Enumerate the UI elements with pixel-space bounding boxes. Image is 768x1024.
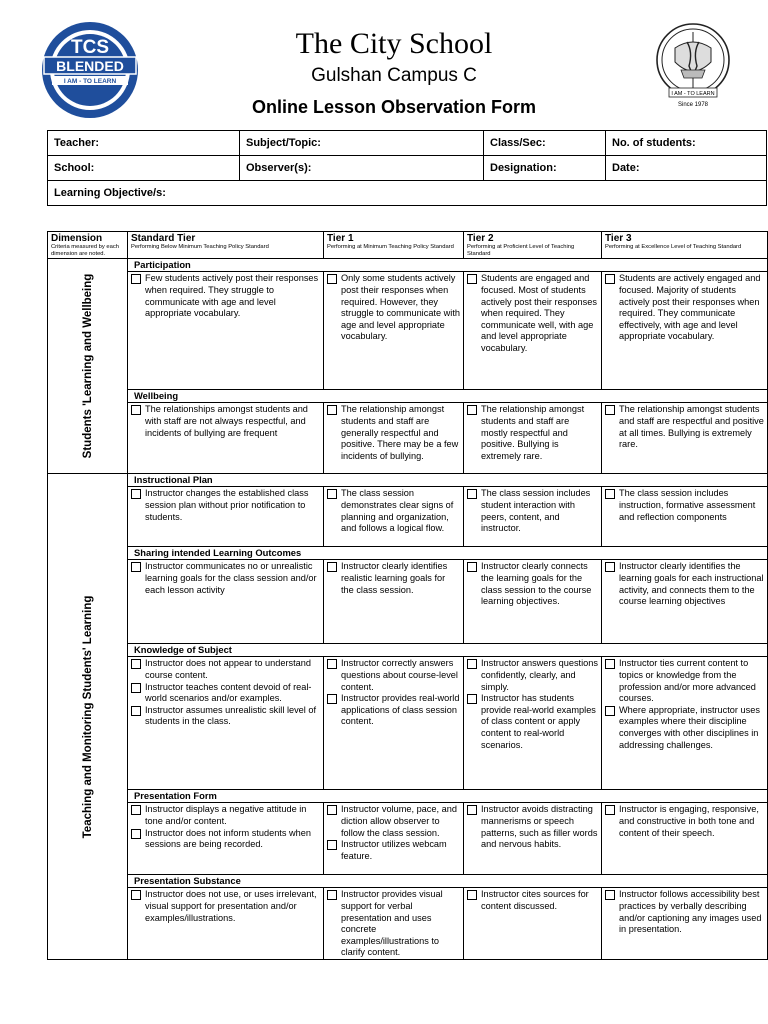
rubric-table: [47, 231, 768, 960]
criteria-cell: [602, 803, 768, 875]
section-row: [48, 390, 768, 403]
criteria-text: Students are engaged and focused. Most of students actively post their responses when required. They communicate well, with age and level appropriate vocabulary.: [481, 273, 597, 353]
svg-text:I AM - TO LEARN: I AM - TO LEARN: [671, 91, 715, 97]
col-tier1: Tier 1 Performing at Minimum Teaching Policy Standard: [324, 232, 464, 259]
checkbox[interactable]: [327, 840, 337, 850]
criteria-cell: [324, 657, 464, 790]
info-table: [47, 130, 767, 206]
criteria-item: [327, 273, 460, 343]
criteria-cell: [602, 487, 768, 547]
criteria-item: [467, 693, 598, 751]
criteria-item: [131, 488, 320, 523]
criteria-text: Instructor clearly identifies the learning goals for each instructional activity, and connects them to the course learning objectives: [619, 561, 764, 607]
criteria-cell: [464, 487, 602, 547]
checkbox[interactable]: [131, 489, 141, 499]
criteria-text: Instructor volume, pace, and diction allow observer to follow the class session.: [341, 804, 457, 838]
checkbox[interactable]: [467, 405, 477, 415]
criteria-row: [48, 272, 768, 390]
objective-field[interactable]: Learning Objective/s:: [48, 181, 767, 206]
criteria-text: Instructor communicates no or unrealistic learning goals for the class session and/or each lesson activity: [145, 561, 317, 595]
criteria-cell: [464, 803, 602, 875]
criteria-text: Instructor has students provide real-world examples of class content or apply content to real-world scenarios.: [481, 693, 596, 750]
checkbox[interactable]: [605, 805, 615, 815]
criteria-cell: [602, 657, 768, 790]
criteria-item: [131, 404, 320, 439]
section-row: [48, 547, 768, 560]
section-title: Presentation Form: [128, 790, 768, 803]
criteria-text: Instructor changes the established class session plan without prior notification to students.: [145, 488, 309, 522]
criteria-text: Instructor does not appear to understand course content.: [145, 658, 311, 680]
criteria-item: [131, 273, 320, 319]
criteria-item: [605, 561, 764, 607]
criteria-item: [131, 682, 320, 705]
criteria-cell: [464, 403, 602, 474]
criteria-cell: [324, 560, 464, 644]
criteria-row: [48, 560, 768, 644]
checkbox[interactable]: [327, 694, 337, 704]
criteria-text: Instructor avoids distracting mannerisms or speech patterns, such as filler words and nervous habits.: [481, 804, 598, 850]
criteria-text: Instructor clearly connects the learning goals for the class session to the course learning objectives.: [481, 561, 592, 607]
checkbox[interactable]: [327, 489, 337, 499]
col-tier3: Tier 3 Performing at Excellence Level of Teaching Standard: [602, 232, 768, 259]
dimension-2: Teaching and Monitoring Students' Learning: [48, 474, 128, 960]
criteria-item: [327, 561, 460, 596]
criteria-text: Instructor cites sources for content discussed.: [481, 889, 589, 911]
criteria-item: [605, 488, 764, 523]
checkbox[interactable]: [467, 694, 477, 704]
criteria-text: The class session demonstrates clear signs of planning and organization, and follows a logical flow.: [341, 488, 454, 534]
criteria-item: [605, 658, 764, 704]
criteria-item: [327, 404, 460, 462]
criteria-item: [605, 889, 764, 935]
col-dimension: Dimension Criteria measured by each dimension are noted.: [48, 232, 128, 259]
criteria-item: [467, 804, 598, 850]
checkbox[interactable]: [467, 489, 477, 499]
criteria-item: [327, 658, 460, 693]
criteria-text: Where appropriate, instructor uses examples where their discipline converges with other disciplines in addressing challenges.: [619, 704, 760, 750]
dimension-1: Students 'Learning and Wellbeing: [48, 259, 128, 474]
criteria-text: Instructor clearly identifies realistic learning goals for the class session.: [341, 561, 448, 595]
criteria-text: Instructor does not inform students when sessions are being recorded.: [145, 827, 311, 850]
rubric-header-row: [48, 232, 768, 259]
criteria-cell: [128, 403, 324, 474]
criteria-item: [327, 488, 460, 534]
criteria-text: Few students actively post their responses when required. They struggle to communicate with age and level appropriate vocabulary.: [145, 273, 319, 319]
criteria-row: [48, 657, 768, 790]
checkbox[interactable]: [131, 706, 141, 716]
criteria-text: Instructor teaches content devoid of real-world scenarios and/or examples.: [145, 681, 312, 704]
criteria-cell: [324, 272, 464, 390]
criteria-item: [605, 804, 764, 839]
checkbox[interactable]: [131, 274, 141, 284]
criteria-cell: [464, 560, 602, 644]
criteria-item: [467, 488, 598, 534]
criteria-item: [327, 804, 460, 839]
criteria-cell: [324, 487, 464, 547]
criteria-text: The relationship amongst students and staff are mostly respectful and positive. Bullying is extremely rare.: [481, 404, 585, 461]
svg-text:I AM - TO LEARN: I AM - TO LEARN: [63, 78, 117, 85]
criteria-text: Instructor is engaging, responsive, and constructive in both tone and content of their speech.: [619, 804, 759, 838]
criteria-item: [467, 889, 598, 912]
checkbox[interactable]: [467, 805, 477, 815]
section-title: Participation: [128, 259, 768, 272]
checkbox[interactable]: [467, 890, 477, 900]
school-name: The City School: [295, 27, 493, 60]
criteria-row: [48, 487, 768, 547]
school-field[interactable]: School:: [48, 156, 240, 181]
criteria-cell: [128, 487, 324, 547]
criteria-item: [131, 561, 320, 596]
criteria-text: The class session includes student interaction with peers, content, and instructor.: [481, 488, 591, 534]
checkbox[interactable]: [327, 659, 337, 669]
checkbox[interactable]: [327, 405, 337, 415]
checkbox[interactable]: [131, 805, 141, 815]
criteria-item: [327, 839, 460, 862]
section-row: [48, 474, 768, 487]
checkbox[interactable]: [605, 562, 615, 572]
criteria-cell: [128, 888, 324, 960]
criteria-cell: [602, 560, 768, 644]
criteria-cell: [464, 272, 602, 390]
criteria-item: [327, 889, 460, 959]
designation-field[interactable]: Designation:: [484, 156, 606, 181]
checkbox[interactable]: [605, 890, 615, 900]
criteria-cell: [464, 657, 602, 790]
criteria-text: The relationship amongst students and staff are respectful and positive at all times. Bullying is extremely rare.: [619, 404, 764, 450]
criteria-text: Only some students actively post their responses when required. However, they struggle to communicate with age and level appropriate vocabulary.: [341, 273, 460, 342]
section-row: [48, 259, 768, 272]
criteria-item: [131, 828, 320, 851]
criteria-text: Instructor assumes unrealistic skill level of students in the class.: [145, 704, 317, 727]
svg-text:BLENDED: BLENDED: [56, 58, 124, 74]
section-title: Sharing intended Learning Outcomes: [128, 547, 768, 560]
checkbox[interactable]: [131, 562, 141, 572]
criteria-cell: [464, 888, 602, 960]
criteria-item: [467, 561, 598, 607]
criteria-text: Instructor displays a negative attitude in tone and/or content.: [145, 804, 307, 826]
section-row: [48, 790, 768, 803]
criteria-item: [605, 404, 764, 450]
checkbox[interactable]: [467, 659, 477, 669]
criteria-item: [327, 693, 460, 728]
section-title: Presentation Substance: [128, 875, 768, 888]
checkbox[interactable]: [327, 274, 337, 284]
criteria-cell: [324, 803, 464, 875]
criteria-item: [605, 705, 764, 751]
criteria-text: Instructor does not use, or uses irrelevant, visual support for presentation and/or examples/illustrations.: [145, 889, 317, 923]
criteria-item: [131, 889, 320, 924]
checkbox[interactable]: [131, 890, 141, 900]
criteria-cell: [602, 888, 768, 960]
criteria-text: The class session includes instruction, formative assessment and reflection components: [619, 488, 756, 522]
criteria-row: [48, 888, 768, 960]
svg-text:Since 1978: Since 1978: [677, 102, 709, 108]
criteria-text: Instructor correctly answers questions about course-level content.: [341, 658, 458, 692]
criteria-row: [48, 403, 768, 474]
observer-field[interactable]: Observer(s):: [240, 156, 484, 181]
checkbox[interactable]: [131, 829, 141, 839]
criteria-cell: [602, 403, 768, 474]
criteria-item: [605, 273, 764, 343]
col-tier2: Tier 2 Performing at Proficient Level of Teaching Standard: [464, 232, 602, 259]
criteria-item: [131, 658, 320, 681]
criteria-cell: [128, 560, 324, 644]
checkbox[interactable]: [467, 562, 477, 572]
checkbox[interactable]: [131, 659, 141, 669]
checkbox[interactable]: [131, 405, 141, 415]
criteria-item: [131, 705, 320, 728]
section-row: [48, 875, 768, 888]
section-row: [48, 644, 768, 657]
criteria-cell: [128, 657, 324, 790]
checkbox[interactable]: [327, 890, 337, 900]
criteria-cell: [128, 272, 324, 390]
criteria-text: Instructor answers questions confidently, clearly, and simply.: [481, 658, 598, 692]
subject-field[interactable]: Subject/Topic:: [240, 131, 484, 156]
checkbox[interactable]: [467, 274, 477, 284]
checkbox[interactable]: [605, 274, 615, 284]
teacher-field[interactable]: Teacher:: [48, 131, 240, 156]
criteria-cell: [128, 803, 324, 875]
checkbox[interactable]: [327, 805, 337, 815]
criteria-text: Instructor follows accessibility best practices by verbally describing and/or captioning any images used in presentation.: [619, 889, 762, 935]
criteria-item: [467, 404, 598, 462]
svg-text:TCS: TCS: [71, 37, 109, 58]
section-title: Knowledge of Subject: [128, 644, 768, 657]
checkbox[interactable]: [131, 683, 141, 693]
form-title: Online Lesson Observation Form: [251, 97, 537, 117]
checkbox[interactable]: [605, 405, 615, 415]
criteria-text: The relationships amongst students and with staff are not always respectful, and incidents of bullying are frequent: [145, 404, 308, 438]
criteria-item: [131, 804, 320, 827]
criteria-text: Instructor provides visual support for verbal presentation and uses concrete examples/illustrations to clarify content.: [341, 889, 443, 958]
students-field[interactable]: No. of students:: [606, 131, 767, 156]
criteria-text: Instructor provides real-world applications of class session content.: [341, 693, 460, 727]
class-sec-field[interactable]: Class/Sec:: [484, 131, 606, 156]
section-title: Wellbeing: [128, 390, 768, 403]
date-field[interactable]: Date:: [606, 156, 767, 181]
criteria-cell: [324, 403, 464, 474]
criteria-text: The relationship amongst students and staff are generally respectful and positive. There may be a few incidents of bullying.: [341, 404, 459, 461]
criteria-item: [467, 273, 598, 354]
campus-name: Gulshan Campus C: [311, 65, 477, 86]
section-title: Instructional Plan: [128, 474, 768, 487]
col-standard: Standard Tier Performing Below Minimum Teaching Policy Standard: [128, 232, 324, 259]
checkbox[interactable]: [605, 659, 615, 669]
criteria-cell: [324, 888, 464, 960]
criteria-text: Students are actively engaged and focused. Majority of students actively post their responses when required. They communicate effectively, with age and level appropriate vocabulary.: [619, 273, 761, 342]
checkbox[interactable]: [605, 706, 615, 716]
criteria-item: [467, 658, 598, 693]
criteria-text: Instructor utilizes webcam feature.: [341, 839, 447, 861]
criteria-text: Instructor ties current content to topics or knowledge from the profession and/or more advanced courses.: [619, 658, 756, 704]
checkbox[interactable]: [605, 489, 615, 499]
checkbox[interactable]: [327, 562, 337, 572]
criteria-cell: [602, 272, 768, 390]
criteria-row: [48, 803, 768, 875]
